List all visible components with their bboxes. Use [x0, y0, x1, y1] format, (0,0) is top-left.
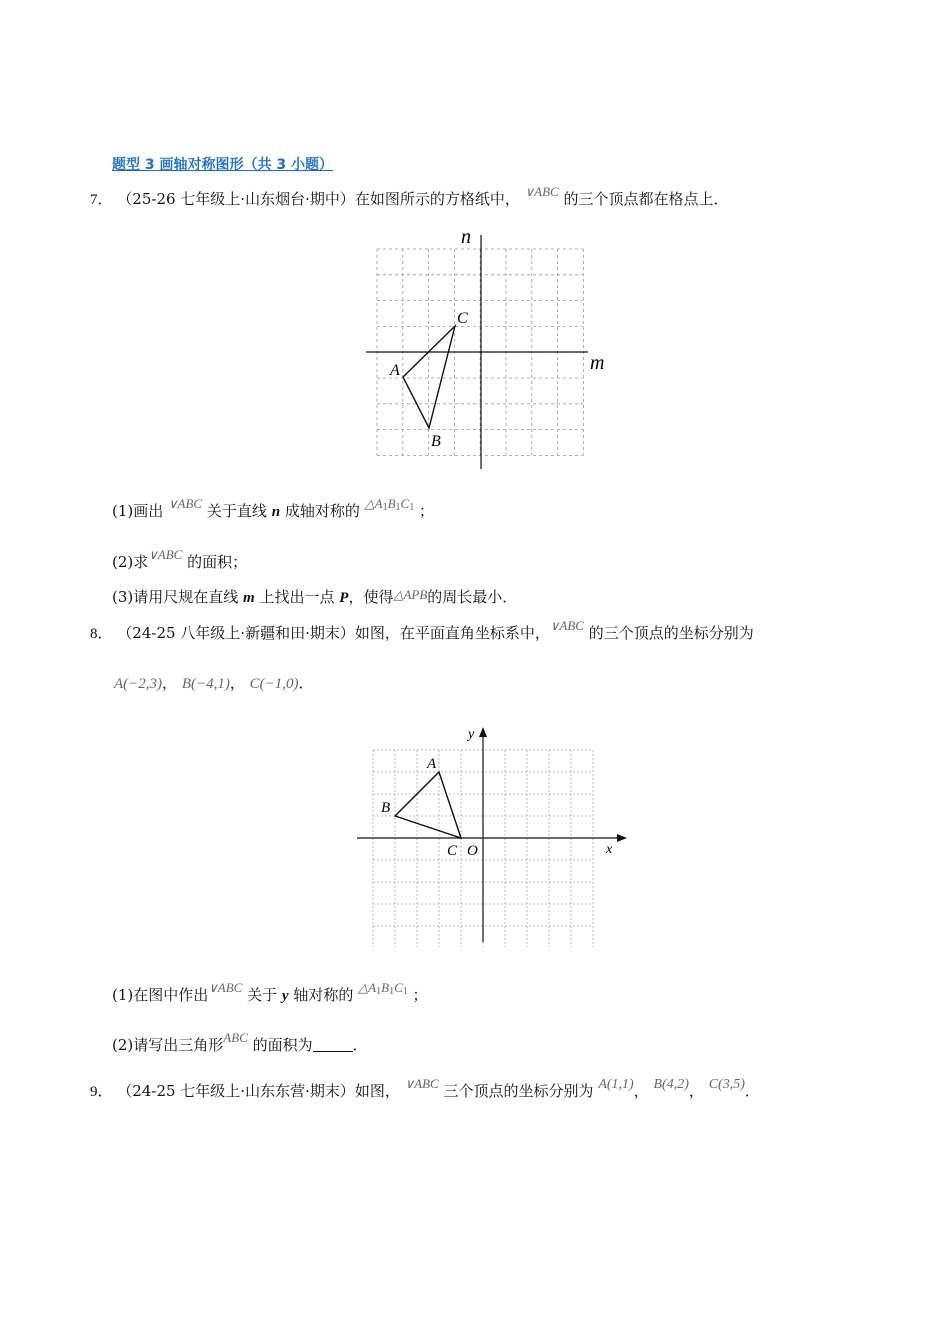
point-c-label: C	[447, 843, 458, 859]
q8-part-1	[112, 980, 428, 1005]
triangle-a1b1c1-symbol: $\triangle A_1B_1C_1$	[358, 980, 408, 997]
tri-text: △A	[364, 496, 383, 511]
question-text: 如图，在平面直角坐标系中，	[354, 624, 550, 642]
triangle-abc	[395, 772, 461, 838]
part-text: (1)在图中作出	[112, 986, 209, 1004]
x-axis-label: x	[606, 842, 613, 857]
point-c-label: C	[457, 310, 468, 327]
y-axis-arrow	[479, 727, 487, 737]
triangle-apb-symbol: △APB	[393, 587, 428, 602]
question-text: 的三个顶点都在格点上．	[563, 190, 729, 208]
origin-label: O	[467, 843, 478, 859]
part-text: 的面积为	[252, 1036, 313, 1054]
coord-a: A(−2,3)	[114, 676, 163, 692]
axis-m-label: m	[590, 352, 605, 374]
variable-n: n	[271, 504, 281, 520]
separator: ，	[688, 1082, 704, 1100]
question-8-stem	[90, 618, 754, 643]
part-text: (2)请写出三角形	[112, 1036, 224, 1054]
q7-grid-figure	[360, 225, 620, 475]
coord-c: C(−1,0)	[249, 676, 299, 692]
period: ．	[744, 1082, 760, 1100]
part-text: 的面积；	[187, 553, 248, 571]
part-text: (3)请用尺规在直线	[112, 588, 239, 606]
question-number: 8．	[90, 626, 113, 642]
point-a-label: A	[390, 362, 400, 379]
answer-blank	[313, 1037, 353, 1052]
triangle-abc-symbol: ∨ABC	[549, 618, 584, 633]
part-text: 的周长最小．	[427, 588, 518, 606]
q8-coordinates	[114, 672, 314, 693]
separator: ，	[229, 674, 245, 692]
axis-n-label: n	[461, 226, 471, 248]
q7-part-1	[112, 496, 434, 521]
part-text: ，使得	[348, 588, 394, 606]
question-text: 的三个顶点的坐标分别为	[588, 624, 754, 642]
triangle-abc-symbol: ∨ABC	[404, 1076, 439, 1091]
triangle-abc-symbol: ABC	[223, 1030, 248, 1045]
question-source: （24-25 七年级上·山东东营·期末）	[117, 1082, 355, 1100]
triangle-abc-symbol: ∨ABC	[148, 547, 183, 562]
q8-part-2	[112, 1030, 368, 1055]
question-7-stem	[90, 184, 729, 209]
section-heading: 题型 3 画轴对称图形（共 3 小题）	[112, 157, 333, 173]
question-number: 9．	[90, 1084, 113, 1100]
variable-m: m	[243, 590, 255, 606]
part-text: (2)求	[112, 553, 149, 571]
part-text: 关于直线	[206, 502, 267, 520]
separator: ，	[633, 1082, 649, 1100]
part-text: ；	[418, 502, 434, 520]
triangle-abc-symbol: ∨ABC	[524, 184, 559, 199]
point-b-label: B	[431, 433, 441, 450]
point-a-label: A	[427, 756, 437, 772]
question-text: 在如图所示的方格纸中，	[354, 190, 520, 208]
q8-coordinate-figure	[355, 722, 630, 947]
variable-p: P	[339, 590, 349, 606]
q7-part-3	[112, 586, 517, 607]
coord-c: C(3,5)	[708, 1077, 745, 1092]
question-number: 7．	[90, 192, 113, 208]
coord-b: B(4,2)	[653, 1077, 689, 1092]
question-text: 如图，	[354, 1082, 400, 1100]
y-axis-label: y	[468, 727, 475, 742]
part-text: 上找出一点	[259, 588, 335, 606]
period: ．	[298, 674, 314, 692]
tri-text: △A	[358, 980, 377, 995]
q7-part-2	[112, 547, 248, 572]
question-9-stem	[90, 1076, 760, 1101]
part-text: 轴对称的	[293, 986, 354, 1004]
coord-a: A(1,1)	[598, 1077, 634, 1092]
part-text: ；	[412, 986, 428, 1004]
coord-b: B(−4,1)	[181, 676, 230, 692]
question-source: （24-25 八年级上·新疆和田·期末）	[117, 624, 355, 642]
triangle-a1b1c1-symbol: $\triangle A_1B_1C_1$	[364, 496, 415, 513]
part-text: 成轴对称的	[284, 502, 360, 520]
x-axis-arrow	[617, 834, 627, 842]
separator: ，	[162, 674, 178, 692]
variable-y: y	[281, 988, 289, 1004]
question-source: （25-26 七年级上·山东烟台·期中）	[117, 190, 355, 208]
question-text: 三个顶点的坐标分别为	[443, 1082, 594, 1100]
triangle-abc-symbol: ∨ABC	[208, 980, 243, 995]
part-text: 关于	[247, 986, 278, 1004]
period: ．	[352, 1036, 368, 1054]
triangle-abc-symbol: ∨ABC	[168, 496, 203, 511]
point-b-label: B	[381, 800, 391, 816]
part-text: (1)画出	[112, 502, 164, 520]
